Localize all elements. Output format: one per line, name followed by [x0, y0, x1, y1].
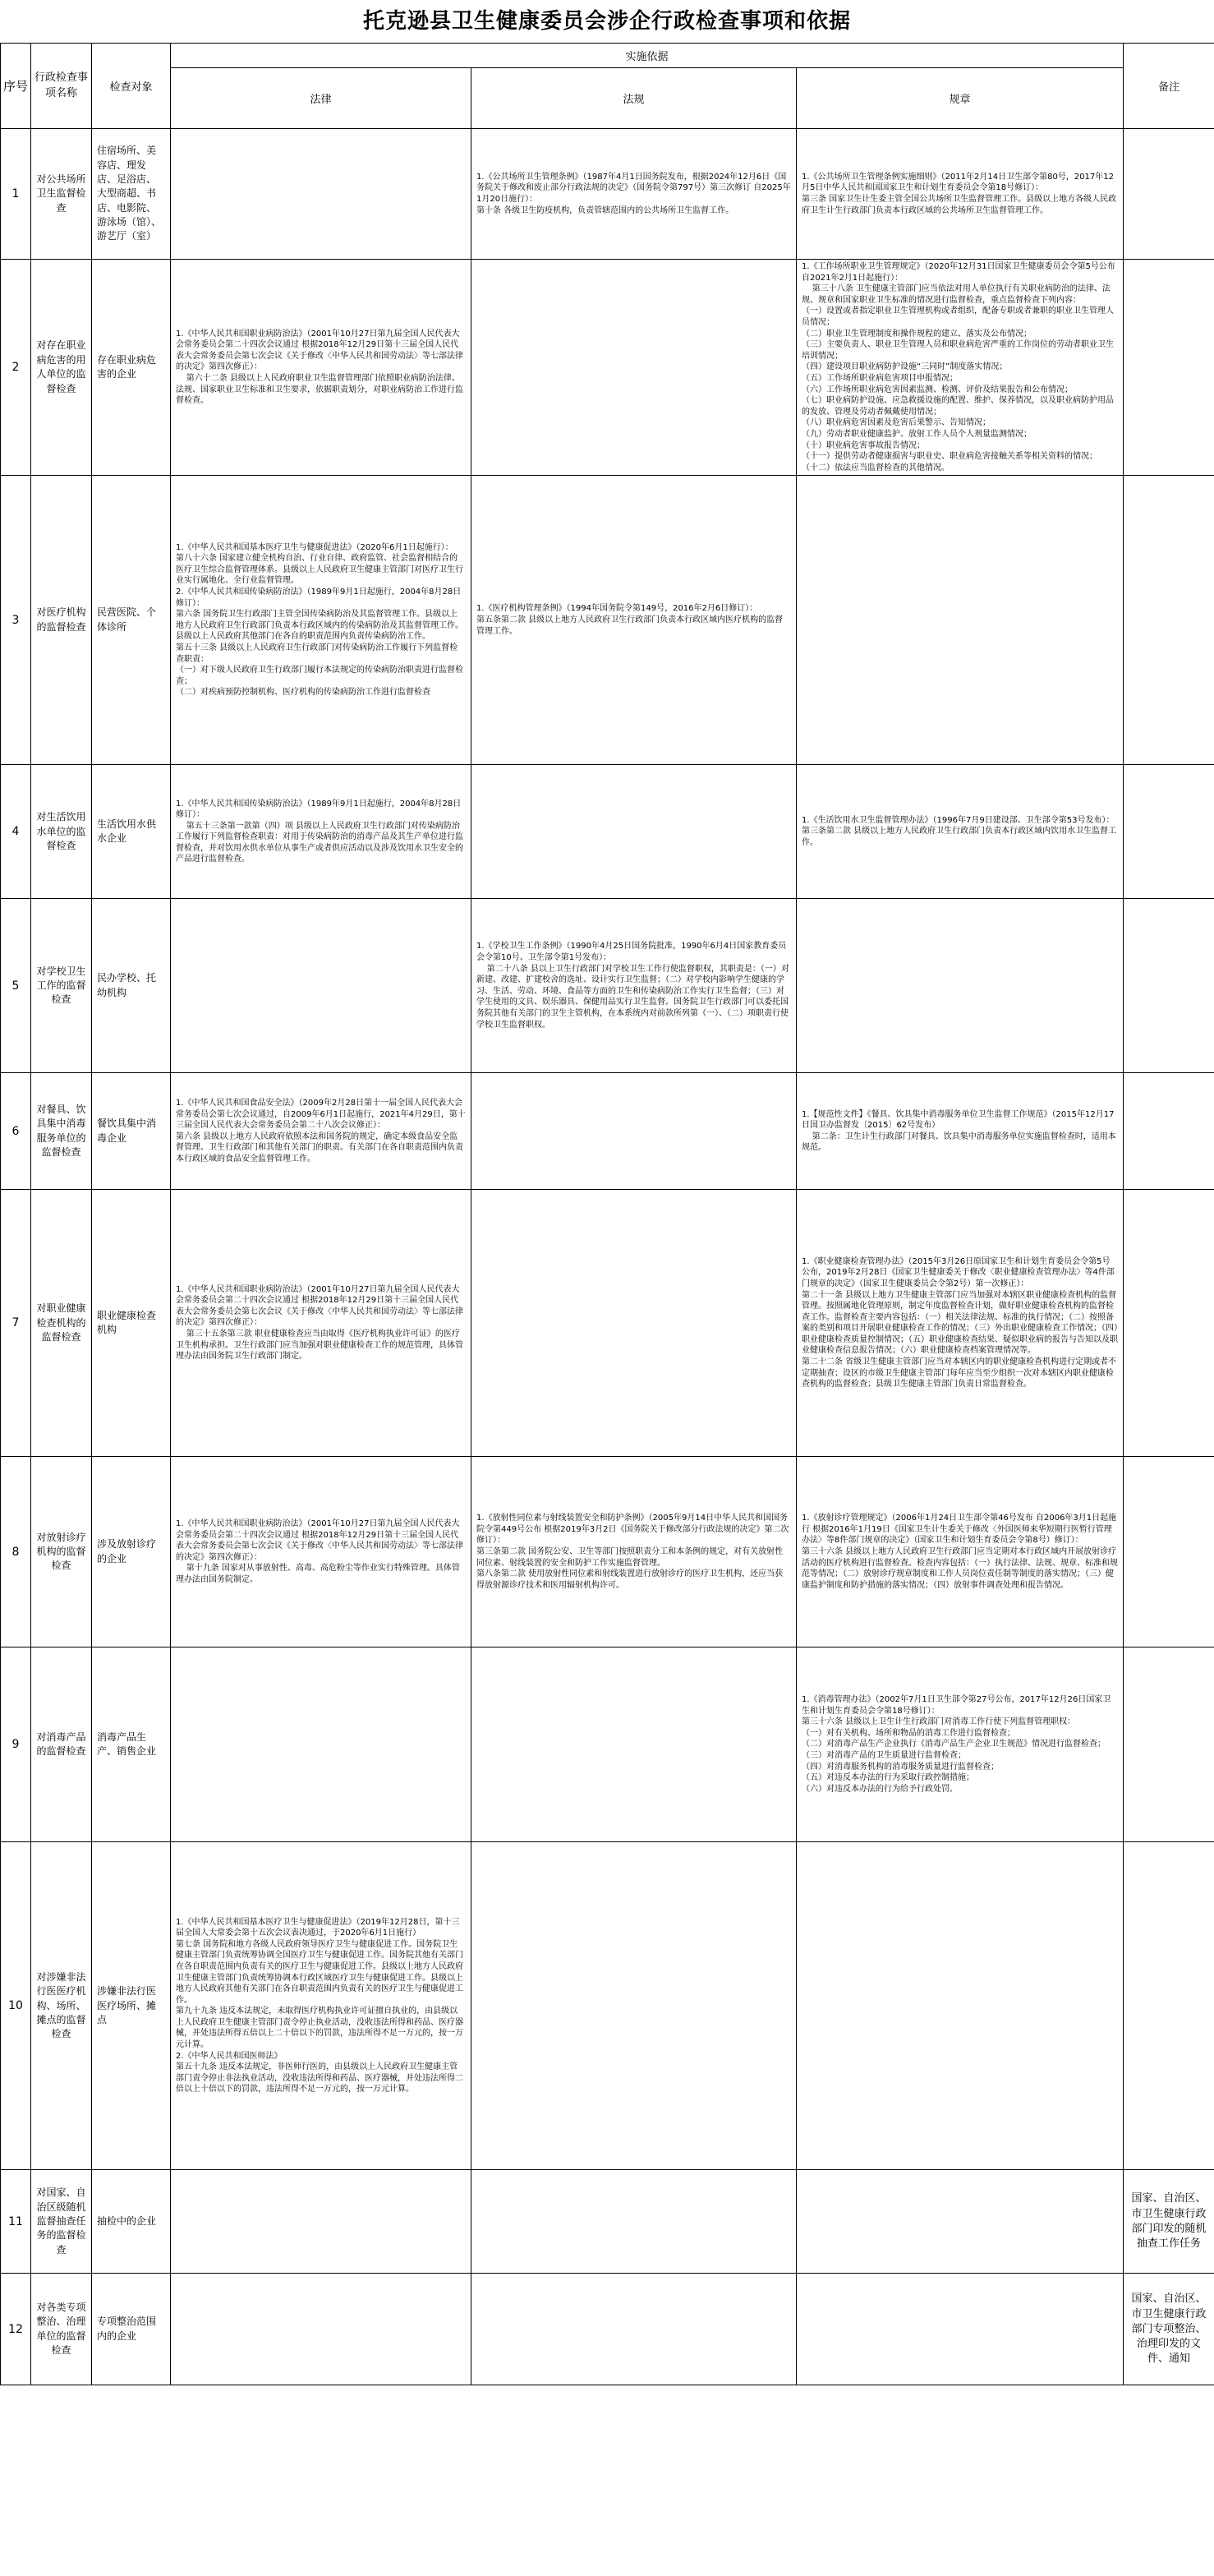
- header-row-2: [1, 68, 1214, 129]
- row-seq: 3: [1, 476, 31, 765]
- row-rule: 1.《消毒管理办法》（2002年7月1日卫生部令第27号公布，2017年12月26日国家卫生和计划生育委员会令第18号修订）： 第三十六条 县级以上卫生计生行政部门对消毒工作行使下列监督管理职权： （一）对有关机构、场所和物品的消毒工作进行监督检查； （二）对消毒产品生产企业执行《消毒产品生产企业卫生规范》情况进行监督检查； （三）对消毒产品的卫生质量进行监督检查； （四）对消毒服务机构的消毒服务质量进行监督检查； （五）对违反本办法的行为采取行政控制措施； （六）对违反本办法的行为给予行政处罚。: [797, 1647, 1124, 1842]
- table-row: [1, 1190, 1214, 1457]
- header-law: 法律: [171, 68, 471, 129]
- header-basis: 实施依据: [171, 44, 1124, 68]
- row-seq: 9: [1, 1647, 31, 1842]
- row-remark: [1124, 765, 1214, 899]
- row-seq: 7: [1, 1190, 31, 1457]
- row-regulation: [471, 1842, 797, 2170]
- row-remark: [1124, 1073, 1214, 1190]
- row-regulation: [471, 2170, 797, 2274]
- row-remark: 国家、自治区、市卫生健康行政部门印发的随机抽查工作任务: [1124, 2170, 1214, 2274]
- row-seq: 6: [1, 1073, 31, 1190]
- row-regulation: [471, 2274, 797, 2385]
- table-row: [1, 1842, 1214, 2170]
- row-law: 1.《中华人民共和国基本医疗卫生与健康促进法》（2020年6月1日起施行）： 第八十六条 国家建立健全机构自治、行业自律、政府监管、社会监督相结合的医疗卫生综合监督管理体系。县级以上人民政府卫生健康主管部门对医疗卫生行业实行属地化、全行业监督管理。 2.《中华人民共和国传染病防治法》（1989年9月1日起施行，2004年8月28日修订）： 第六条 国务院卫生行政部门主管全国传染病防治及其监督管理工作。县级以上地方人民政府卫生行政部门负责本行政区域内的传染病防治及其监督管理工作。县级以上人民政府其他部门在各自的职责范围内负责传染病防治工作。 第五十三条 县级以上人民政府卫生行政部门对传染病防治工作履行下列监督检查职责： （一）对下级人民政府卫生行政部门履行本法规定的传染病防治职责进行监督检查； （二）对疾病预防控制机构、医疗机构的传染病防治工作进行监督检查: [171, 476, 471, 765]
- table-row: [1, 765, 1214, 899]
- row-remark: [1124, 260, 1214, 476]
- row-regulation: [471, 1190, 797, 1457]
- row-law: 1.《中华人民共和国传染病防治法》（1989年9月1日起施行，2004年8月28日修订）： 第五十三条第一款第（四）项 县级以上人民政府卫生行政部门对传染病防治工作履行下列监督检查职责：对用于传染病防治的消毒产品及其生产单位进行监督检查，并对饮用水供水单位从事生产或者供应活动以及涉及饮用水卫生安全的产品进行监督检查。: [171, 765, 471, 899]
- row-law: 1.《中华人民共和国基本医疗卫生与健康促进法》（2019年12月28日，第十三届全国人大常委会第十五次会议表决通过，于2020年6月1日施行） 第七条 国务院和地方各级人民政府领导医疗卫生与健康促进工作。国务院卫生健康主管部门负责统筹协调全国医疗卫生与健康促进工作。国务院其他有关部门在各自职责范围内负责有关的医疗卫生与健康促进工作。县级以上地方人民政府卫生健康主管部门负责统筹协调本行政区域医疗卫生与健康促进工作。县级以上地方人民政府其他有关部门在各自职责范围内负责有关的医疗卫生与健康促进工作。 第九十九条 违反本法规定，未取得医疗机构执业许可证擅自执业的，由县级以上人民政府卫生健康主管部门责令停止执业活动，没收违法所得和药品、医疗器械，并处违法所得五倍以上二十倍以下的罚款，违法所得不足一万元的，按一万元计算。 2.《中华人民共和国医师法》 第五十九条 违反本法规定，非医师行医的，由县级以上人民政府卫生健康主管部门责令停止非法执业活动，没收违法所得和药品、医疗器械，并处违法所得二倍以上十倍以下的罚款，违法所得不足一万元的，按一万元计算。: [171, 1842, 471, 2170]
- row-law: [171, 1647, 471, 1842]
- table-row: [1, 899, 1214, 1073]
- row-law: [171, 899, 471, 1073]
- row-target: 住宿场所、美容店、理发店、足浴店、大型商超、书店、电影院、游泳场（馆）、游艺厅（室）: [92, 129, 171, 260]
- row-target: 抽检中的企业: [92, 2170, 171, 2274]
- row-law: [171, 129, 471, 260]
- row-seq: 8: [1, 1457, 31, 1647]
- row-item: 对消毒产品的监督检查: [31, 1647, 92, 1842]
- header-target: 检查对象: [92, 44, 171, 129]
- row-regulation: 1.《放射性同位素与射线装置安全和防护条例》（2005年9月14日中华人民共和国国务院令第449号公布 根据2019年3月2日《国务院关于修改部分行政法规的决定》第二次修订）： 第三条第二款 国务院公安、卫生等部门按照职责分工和本条例的规定，对有关放射性同位素、射线装置的安全和防护工作实施监督管理。 第八条第二款 使用放射性同位素和射线装置进行放射诊疗的医疗卫生机构，还应当获得放射源诊疗技术和医用辐射机构许可。: [471, 1457, 797, 1647]
- row-law: [171, 2274, 471, 2385]
- row-rule: 1.《工作场所职业卫生管理规定》（2020年12月31日国家卫生健康委员会令第5号公布 自2021年2月1日起施行）： 第三十八条 卫生健康主管部门应当依法对用人单位执行有关职业病防治的法律、法规、规章和国家职业卫生标准的情况进行监督检查，重点监督检查下列内容： （一）设置或者指定职业卫生管理机构或者组织，配备专职或者兼职的职业卫生管理人员情况； （二）职业卫生管理制度和操作规程的建立、落实及公布情况； （三）主要负责人、职业卫生管理人员和职业病危害严重的工作岗位的劳动者职业卫生培训情况； （四）建设项目职业病防护设施“三同时”制度落实情况； （五）工作场所职业病危害项目申报情况； （六）工作场所职业病危害因素监测、检测、评价及结果报告和公布情况； （七）职业病防护设施、应急救援设施的配置、维护、保养情况，以及职业病防护用品的发放、管理及劳动者佩戴使用情况； （八）职业病危害因素及危害后果警示、告知情况； （九）劳动者职业健康监护、放射工作人员个人剂量监测情况； （十）职业病危害事故报告情况； （十一）提供劳动者健康损害与职业史、职业病危害接触关系等相关资料的情况； （十二）依法应当监督检查的其他情况。: [797, 260, 1124, 476]
- row-target: 民营医院、个体诊所: [92, 476, 171, 765]
- row-target: 职业健康检查机构: [92, 1190, 171, 1457]
- header-rule: 规章: [797, 68, 1124, 129]
- row-remark: [1124, 899, 1214, 1073]
- row-law: [171, 2170, 471, 2274]
- header-item: 行政检查事项名称: [31, 44, 92, 129]
- table-row: [1, 129, 1214, 260]
- row-regulation: 1.《公共场所卫生管理条例》（1987年4月1日国务院发布，根据2024年12月6日《国务院关于修改和废止部分行政法规的决定》（国务院令第797号）第三次修订 自2025年1月20日施行）： 第十条 各级卫生防疫机构，负责管辖范围内的公共场所卫生监督工作。: [471, 129, 797, 260]
- row-rule: [797, 2274, 1124, 2385]
- row-remark: [1124, 1842, 1214, 2170]
- header-seq: 序号: [1, 44, 31, 129]
- row-rule: 1.《生活饮用水卫生监督管理办法》（1996年7月9日建设部、卫生部令第53号发布）： 第三条第二款 县级以上地方人民政府卫生行政部门负责本行政区域内饮用水卫生监督工作。: [797, 765, 1124, 899]
- row-target: 存在职业病危害的企业: [92, 260, 171, 476]
- row-remark: 国家、自治区、市卫生健康行政部门专项整治、治理印发的文件、通知: [1124, 2274, 1214, 2385]
- row-item: 对职业健康检查机构的监督检查: [31, 1190, 92, 1457]
- row-seq: 2: [1, 260, 31, 476]
- table-row: [1, 1457, 1214, 1647]
- row-item: 对餐具、饮具集中消毒服务单位的监督检查: [31, 1073, 92, 1190]
- row-seq: 5: [1, 899, 31, 1073]
- row-remark: [1124, 476, 1214, 765]
- table-row: [1, 1073, 1214, 1190]
- row-seq: 11: [1, 2170, 31, 2274]
- row-target: 涉嫌非法行医医疗场所、摊点: [92, 1842, 171, 2170]
- table-row: [1, 476, 1214, 765]
- row-rule: 1.《职业健康检查管理办法》（2015年3月26日原国家卫生和计划生育委员会令第5号公布，2019年2月28日《国家卫生健康委关于修改〈职业健康检查管理办法〉等4件部门规章的决定》（国家卫生健康委员会令第2号）第一次修正）： 第二十一条 县级以上地方卫生健康主管部门应当加强对本辖区职业健康检查机构的监督管理。按照属地化管理原则，制定年度监督检查计划，做好职业健康检查机构的监督检查工作。监督检查主要内容包括：（一）相关法律法规、标准的执行情况；（二）按照备案的类别和项目开展职业健康检查工作的情况；（三）外出职业健康检查工作情况；（四）职业健康检查质量控制情况；（五）职业健康检查结果、疑似职业病的报告与告知以及职业健康检查信息报告情况；（六）职业健康检查档案管理情况等。 第二十二条 省级卫生健康主管部门应当对本辖区内的职业健康检查机构进行定期或者不定期抽查；设区的市级卫生健康主管部门每年应当至少组织一次对本辖区内职业健康检查机构的监督检查；县级卫生健康主管部门负责日常监督检查。: [797, 1190, 1124, 1457]
- header-row-1: [1, 44, 1214, 68]
- row-remark: [1124, 1457, 1214, 1647]
- row-law: 1.《中华人民共和国职业病防治法》（2001年10月27日第九届全国人民代表大会常务委员会第二十四次会议通过 根据2018年12月29日第十三届全国人民代表大会常务委员会第七次会议《关于修改〈中华人民共和国劳动法〉等七部法律的决定》第四次修正）： 第三十五条第三款 职业健康检查应当由取得《医疗机构执业许可证》的医疗卫生机构承担。卫生行政部门应当加强对职业健康检查工作的规范管理，具体管理办法由国务院卫生行政部门制定。: [171, 1190, 471, 1457]
- row-rule: [797, 1842, 1124, 2170]
- row-rule: 1.《放射诊疗管理规定》（2006年1月24日卫生部令第46号发布 自2006年3月1日起施行 根据2016年1月19日《国家卫生计生委关于修改〈外国医师来华短期行医暂行管理办法〉等8件部门规章的决定》（国家卫生和计划生育委员会令第8号）修订）： 第三十六条 县级以上地方人民政府卫生行政部门应当定期对本行政区域内开展放射诊疗活动的医疗机构进行监督检查。检查内容包括：（一）执行法律、法规、规章、标准和规范等情况；（二）放射诊疗规章制度和工作人员岗位责任制等制度的落实情况；（三）健康监护制度和防护措施的落实情况；（四）放射事件调查处理和报告情况。: [797, 1457, 1124, 1647]
- row-regulation: [471, 260, 797, 476]
- page-title: 托克逊县卫生健康委员会涉企行政检查事项和依据: [362, 9, 851, 34]
- row-regulation: 1.《医疗机构管理条例》（1994年国务院令第149号，2016年2月6日修订）： 第五条第二款 县级以上地方人民政府卫生行政部门负责本行政区域内医疗机构的监督管理工作。: [471, 476, 797, 765]
- row-item: 对各类专项整治、治理单位的监督检查: [31, 2274, 92, 2385]
- row-regulation: [471, 1647, 797, 1842]
- row-target: 专项整治范围内的企业: [92, 2274, 171, 2385]
- row-rule: [797, 899, 1124, 1073]
- table-row: [1, 260, 1214, 476]
- row-item: 对涉嫌非法行医医疗机构、场所、摊点的监督检查: [31, 1842, 92, 2170]
- header-remark: 备注: [1124, 44, 1214, 129]
- row-item: 对学校卫生工作的监督检查: [31, 899, 92, 1073]
- table-row: [1, 2274, 1214, 2385]
- row-law: 1.《中华人民共和国食品安全法》（2009年2月28日第十一届全国人民代表大会常务委员会第七次会议通过，自2009年6月1日起施行，2021年4月29日，第十三届全国人民代表大会常务委员会第二十八次会议修正）： 第六条 县级以上地方人民政府依照本法和国务院的规定，确定本级食品安全监督管理、卫生行政部门和其他有关部门的职责。有关部门在各自职责范围内负责本行政区域的食品安全监督管理工作。: [171, 1073, 471, 1190]
- row-law: 1.《中华人民共和国职业病防治法》（2001年10月27日第九届全国人民代表大会常务委员会第二十四次会议通过 根据2018年12月29日第十三届全国人民代表大会常务委员会第七次会议《关于修改〈中华人民共和国劳动法〉等七部法律的决定》第四次修正）： 第十九条 国家对从事放射性、高毒、高危粉尘等作业实行特殊管理。具体管理办法由国务院制定。: [171, 1457, 471, 1647]
- row-rule: 1.【规范性文件】《餐具、饮具集中消毒服务单位卫生监督工作规范》（2015年12月17日国卫办监督发〔2015〕62号发布） 第二条：卫生计生行政部门对餐具、饮具集中消毒服务单位实施监督检查时，适用本规范。: [797, 1073, 1124, 1190]
- row-item: 对存在职业病危害的用人单位的监督检查: [31, 260, 92, 476]
- row-regulation: [471, 1073, 797, 1190]
- row-regulation: 1.《学校卫生工作条例》（1990年4月25日国务院批准，1990年6月4日国家教育委员会令第10号、卫生部令第1号发布）： 第二十八条 县以上卫生行政部门对学校卫生工作行使监督职权，其职责是：（一）对新建、改建、扩建校舍的选址、设计实行卫生监督；（二）对学校内影响学生健康的学习、生活、劳动、环境、食品等方面的卫生和传染病防治工作实行卫生监督；（三）对学生使用的文具、娱乐器具、保健用品实行卫生监督。国务院卫生行政部门可以委托国务院其他有关部门的卫生主管机构，在本系统内对前款所列第（一）、（二）项职责行使学校卫生监督职权。: [471, 899, 797, 1073]
- inspection-table: [0, 43, 1214, 2385]
- row-law: 1.《中华人民共和国职业病防治法》（2001年10月27日第九届全国人民代表大会常务委员会第二十四次会议通过 根据2018年12月29日第十三届全国人民代表大会常务委员会第七次会议《关于修改〈中华人民共和国劳动法〉等七部法律的决定》第四次修正）： 第六十二条 县级以上人民政府职业卫生监督管理部门依照职业病防治法律、法规、国家职业卫生标准和卫生要求，依据职责划分，对职业病防治工作进行监督检查。: [171, 260, 471, 476]
- row-rule: [797, 2170, 1124, 2274]
- row-target: 生活饮用水供水企业: [92, 765, 171, 899]
- row-seq: 4: [1, 765, 31, 899]
- row-item: 对医疗机构的监督检查: [31, 476, 92, 765]
- row-item: 对国家、自治区级随机监督抽查任务的监督检查: [31, 2170, 92, 2274]
- row-regulation: [471, 765, 797, 899]
- row-rule: [797, 476, 1124, 765]
- row-item: 对放射诊疗机构的监督检查: [31, 1457, 92, 1647]
- row-remark: [1124, 1190, 1214, 1457]
- header-regulation: 法规: [471, 68, 797, 129]
- row-target: 民办学校、托幼机构: [92, 899, 171, 1073]
- row-seq: 12: [1, 2274, 31, 2385]
- row-target: 涉及放射诊疗的企业: [92, 1457, 171, 1647]
- table-row: [1, 2170, 1214, 2274]
- row-item: 对公共场所卫生监督检查: [31, 129, 92, 260]
- row-remark: [1124, 129, 1214, 260]
- row-seq: 10: [1, 1842, 31, 2170]
- row-target: 餐饮具集中消毒企业: [92, 1073, 171, 1190]
- row-target: 消毒产品生产、销售企业: [92, 1647, 171, 1842]
- row-item: 对生活饮用水单位的监督检查: [31, 765, 92, 899]
- row-rule: 1.《公共场所卫生管理条例实施细则》（2011年2月14日卫生部令第80号，2017年12月5日中华人民共和国国家卫生和计划生育委员会令第18号修订）： 第三条 国家卫生计生委主管全国公共场所卫生监督管理工作。县级以上地方各级人民政府卫生计生行政部门负责本行政区域的公共场所卫生监督管理工作。: [797, 129, 1124, 260]
- row-remark: [1124, 1647, 1214, 1842]
- table-row: [1, 1647, 1214, 1842]
- row-seq: 1: [1, 129, 31, 260]
